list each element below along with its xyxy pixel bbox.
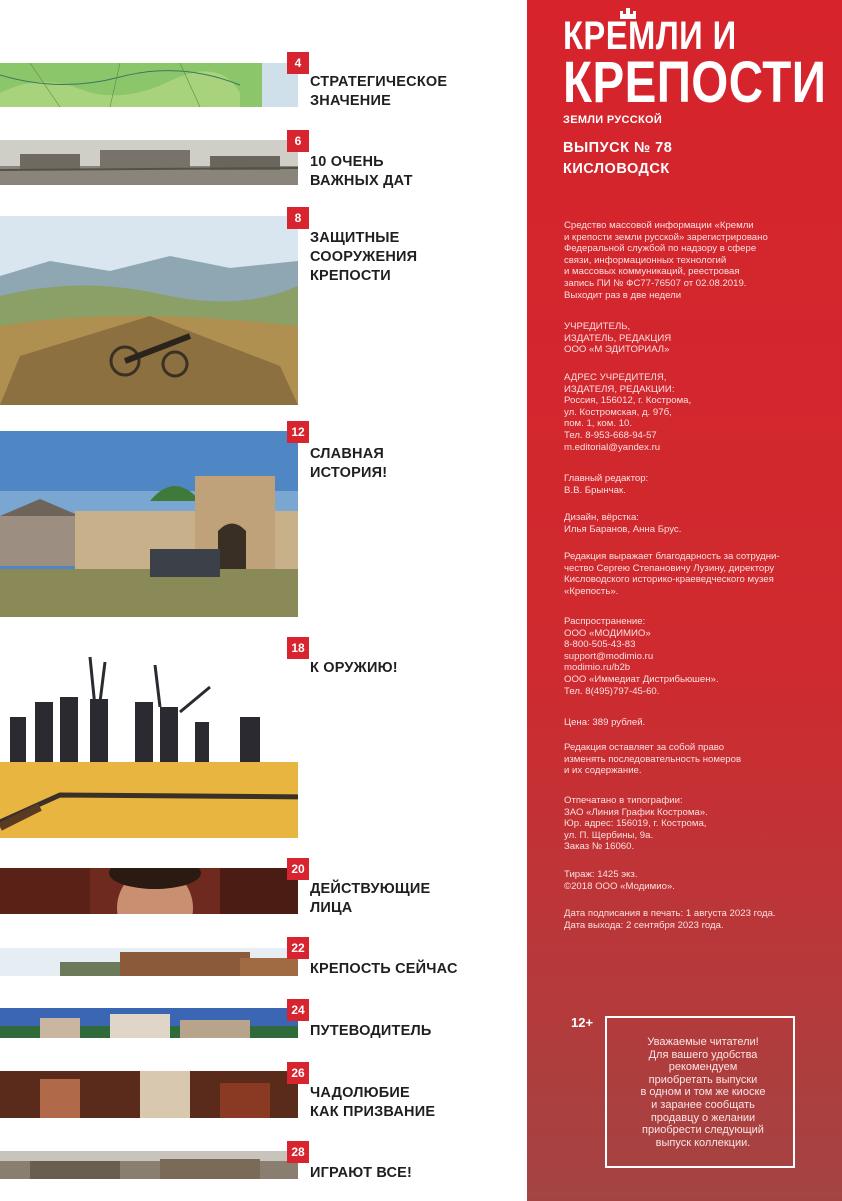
- price-info: Цена: 389 рублей.: [564, 717, 646, 728]
- panorama-thumbnail: [0, 140, 298, 185]
- toc-title[interactable]: ЧАДОЛЮБИЕ КАК ПРИЗВАНИЕ: [310, 1085, 436, 1120]
- circulation-info: Тираж: 1425 экз. ©2018 ООО «Модимио».: [564, 869, 675, 892]
- thanks-info: Редакция выражает благодарность за сотрудни- чество Сергею Степановичу Лузину, директору Кисловодского историко-краеведческого музея «Крепость».: [564, 551, 780, 597]
- issue-city: КИСЛОВОДСК: [563, 161, 670, 177]
- page-number-badge: 8: [287, 207, 309, 229]
- page-number-badge: 6: [287, 130, 309, 152]
- page-number-badge: 18: [287, 637, 309, 659]
- guide-thumbnail: [0, 1008, 298, 1038]
- dates-info: Дата подписания в печать: 1 августа 2023 года. Дата выхода: 2 сентября 2023 года.: [564, 908, 776, 931]
- brand-subtitle: ЗЕМЛИ РУССКОЙ: [563, 114, 663, 126]
- reader-notice-box: Уважаемые читатели! Для вашего удобства рекомендуем приобретать выпуски в одном и том же киоске и заранее сообщать продавцу о желании приобрести следующий выпуск коллекции.: [605, 1016, 795, 1168]
- brand-title-line2: КРЕПОСТИ: [563, 50, 827, 115]
- map-thumbnail: [0, 63, 298, 107]
- toc-title[interactable]: КРЕПОСТЬ СЕЙЧАС: [310, 961, 458, 977]
- portrait-thumbnail: [0, 868, 298, 914]
- masthead-panel: [527, 0, 842, 1201]
- page-number-badge: 12: [287, 421, 309, 443]
- toc-title[interactable]: ЗАЩИТНЫЕ СООРУЖЕНИЯ КРЕПОСТИ: [310, 230, 418, 284]
- fortress-gate-thumbnail: [0, 431, 298, 617]
- children-painting-thumbnail: [0, 1071, 298, 1118]
- page-number-badge: 28: [287, 1141, 309, 1163]
- age-rating-badge: 12+: [571, 1015, 594, 1030]
- fortress-landscape-thumbnail: [0, 216, 298, 405]
- toc-title[interactable]: СТРАТЕГИЧЕСКОЕ ЗНАЧЕНИЕ: [310, 74, 448, 109]
- editor-info: Главный редактор: В.В. Брынчак.: [564, 473, 649, 496]
- page-number-badge: 20: [287, 858, 309, 880]
- toc-title[interactable]: 10 ОЧЕНЬ ВАЖНЫХ ДАТ: [310, 154, 413, 189]
- toc-title[interactable]: ПУТЕВОДИТЕЛЬ: [310, 1023, 432, 1039]
- page-number-badge: 26: [287, 1062, 309, 1084]
- toc-title[interactable]: К ОРУЖИЮ!: [310, 660, 398, 676]
- address-info: АДРЕС УЧРЕДИТЕЛЯ, ИЗДАТЕЛЯ, РЕДАКЦИИ: Россия, 156012, г. Кострома, ул. Костромская, д. 97б, пом. 1, ком. 10. Тел. 8-953-668-94-57 m.editorial@yandex.ru: [564, 372, 692, 453]
- design-info: Дизайн, вёрстка: Илья Баранов, Анна Брус.: [564, 512, 682, 535]
- page-number-badge: 24: [287, 999, 309, 1021]
- registration-info: Средство массовой информации «Кремли и крепости земли русской» зарегистрировано Федеральной службой по надзору в сфере связи, информационных технологий и массовых коммуникаций, реестровая запись ПИ № ФС77-76507 от 02.08.2019. Выходит раз в две недели: [564, 220, 768, 301]
- soldiers-musket-thumbnail: [0, 647, 298, 838]
- issue-number: ВЫПУСК № 78: [563, 140, 673, 156]
- fortress-today-thumbnail: [0, 948, 298, 976]
- page-number-badge: 4: [287, 52, 309, 74]
- page-number-badge: 22: [287, 937, 309, 959]
- distribution-info: Распространение: ООО «МОДИМИО» 8-800-505-43-83 support@modimio.ru modimio.ru/b2b ООО «Иммедиат Дистрибьюшен». Тел. 8(495)797-45-60.: [564, 616, 719, 697]
- brand-title-line1: КРЕМЛИ И: [563, 14, 737, 58]
- toc-title[interactable]: ДЕЙСТВУЮЩИЕ ЛИЦА: [310, 881, 431, 916]
- printing-info: Отпечатано в типографии: ЗАО «Линия График Кострома». Юр. адрес: 156019, г. Кострома, ул. П. Щербины, 9а. Заказ № 16060.: [564, 795, 708, 853]
- games-thumbnail: [0, 1151, 298, 1179]
- toc-title[interactable]: СЛАВНАЯ ИСТОРИЯ!: [310, 446, 388, 481]
- rights-info: Редакция оставляет за собой право изменять последовательность номеров и их содержание.: [564, 742, 742, 777]
- toc-title[interactable]: ИГРАЮТ ВСЕ!: [310, 1165, 413, 1181]
- founder-info: УЧРЕДИТЕЛЬ, ИЗДАТЕЛЬ, РЕДАКЦИЯ ООО «М ЭДИТОРИАЛ»: [564, 321, 672, 356]
